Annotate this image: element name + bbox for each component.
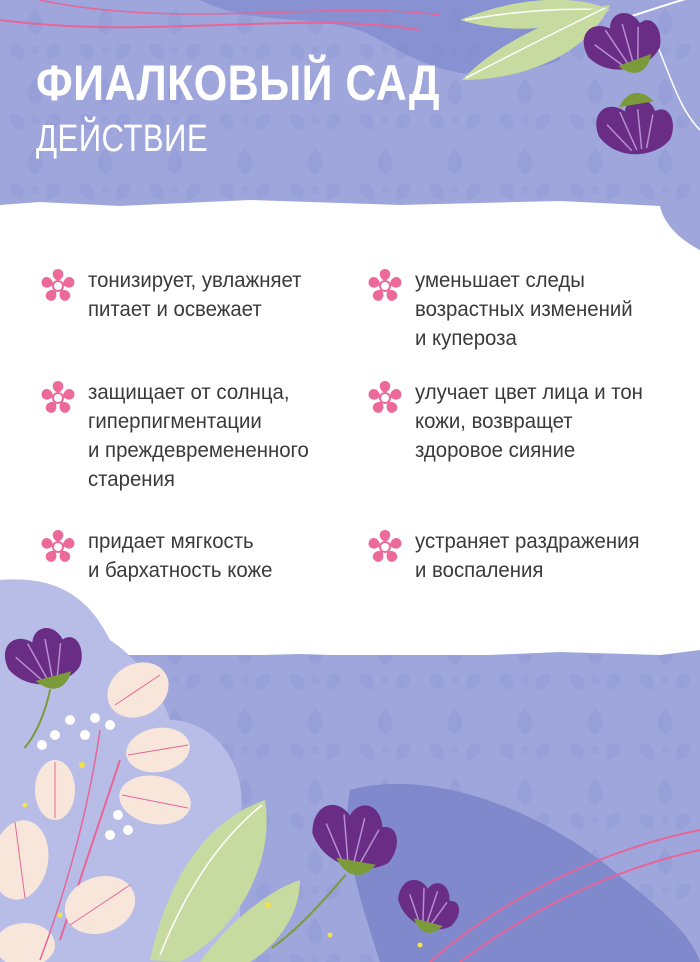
header: [36, 55, 506, 160]
benefit-item: [38, 378, 316, 494]
benefit-text: защищает от солнца, гиперпигментации и преждевремененного старения: [88, 381, 309, 491]
benefit-text: улучает цвет лица и тон кожи, возвращет здоровое сияние: [415, 381, 643, 462]
benefit-item: [38, 266, 308, 324]
benefit-text: устраняет раздражения и воспаления: [415, 530, 640, 582]
pink-flower-icon: [38, 527, 78, 567]
benefit-text: уменьшает следы возрастных изменений и купероза: [415, 269, 633, 350]
benefit-text: придает мягкость и бархатность коже: [88, 530, 273, 582]
benefit-text: тонизирует, увлажняет питает и освежает: [88, 269, 302, 321]
benefit-item: [365, 378, 650, 465]
pink-flower-icon: [38, 266, 78, 306]
page-subtitle: ДЕЙСТВИЕ: [36, 118, 209, 160]
pink-flower-icon: [38, 378, 78, 418]
benefit-item: [365, 527, 646, 585]
pink-flower-icon: [365, 378, 405, 418]
benefit-item: [365, 266, 639, 353]
pink-flower-icon: [365, 266, 405, 306]
benefit-item: [38, 527, 278, 585]
page-title: ФИАЛКОВЫЙ САД: [36, 55, 440, 111]
pink-flower-icon: [365, 527, 405, 567]
